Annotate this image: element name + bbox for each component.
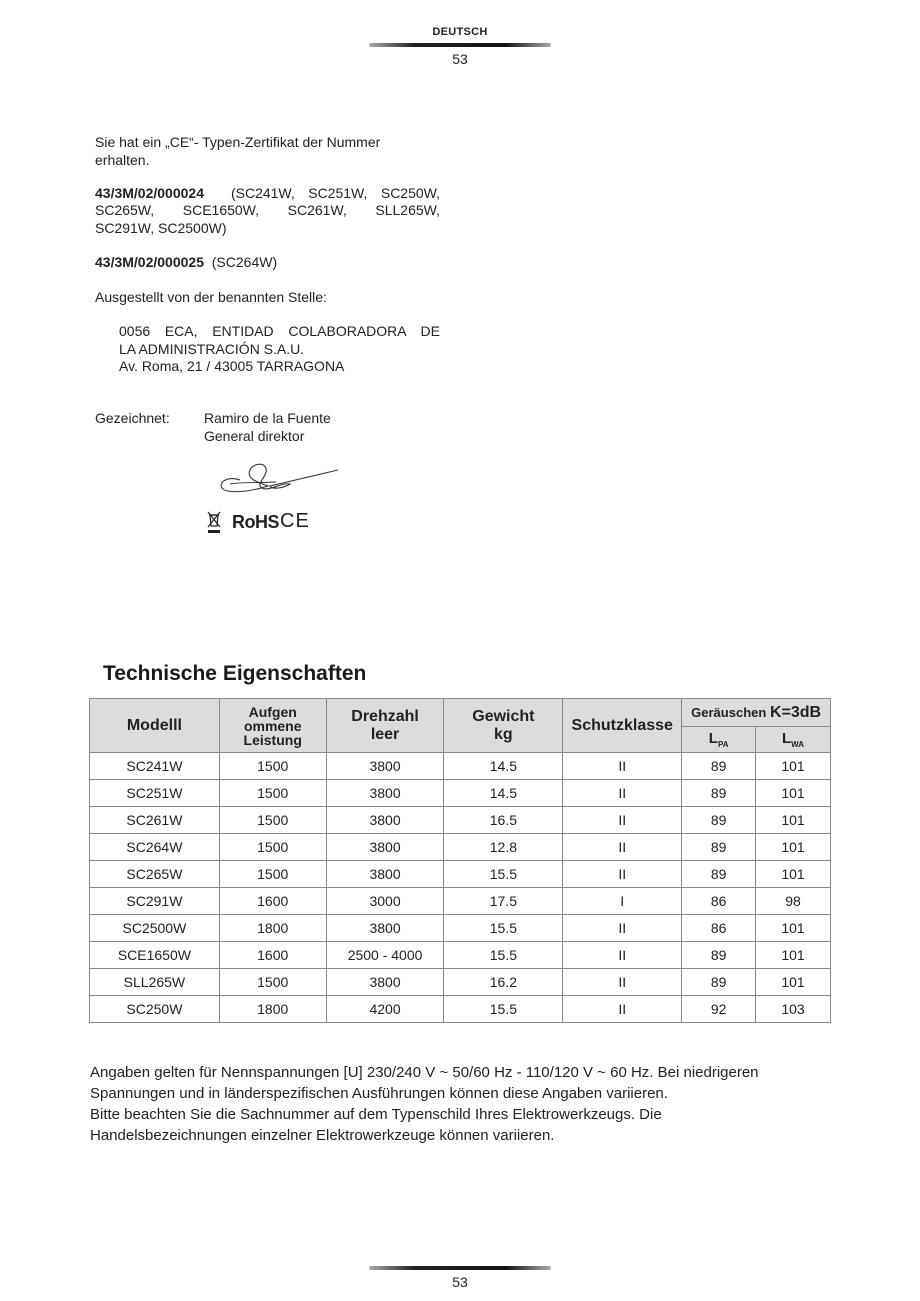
cell-lwa: 103 xyxy=(756,996,831,1023)
cell-speed: 3800 xyxy=(326,807,444,834)
header-lwa xyxy=(756,727,831,753)
cell-model: SC241W xyxy=(90,753,220,780)
cell-power: 1500 xyxy=(219,969,326,996)
cell-protection: II xyxy=(563,915,682,942)
signer-title: General direktor xyxy=(204,428,305,444)
header-speed-l2: leer xyxy=(370,725,400,743)
notes-line1: Angaben gelten für Nennspannungen [U] 230/240 V ~ 50/60 Hz - 110/120 V ~ 60 Hz. Bei niedrigeren xyxy=(90,1064,759,1081)
notified-body-line1: 0056 ECA, ENTIDAD COLABORADORA DE xyxy=(119,323,440,339)
header-model: Modelll xyxy=(90,699,220,753)
header-power xyxy=(219,699,326,753)
rohs-mark: RoHS xyxy=(232,512,279,532)
cell-lpa: 89 xyxy=(682,942,756,969)
signer-name: Ramiro de la Fuente xyxy=(204,410,331,426)
cell-speed: 4200 xyxy=(326,996,444,1023)
header-power-l3: Leistung xyxy=(243,731,302,748)
cell-weight: 16.5 xyxy=(444,807,563,834)
cell-speed: 3800 xyxy=(326,915,444,942)
header-lpa-sub: PA xyxy=(717,740,729,749)
cell-protection: II xyxy=(563,942,682,969)
cell-lwa: 101 xyxy=(756,915,831,942)
cert2-number: 43/3M/02/000025 xyxy=(95,254,204,270)
cell-speed: 3000 xyxy=(326,888,444,915)
cell-weight: 17.5 xyxy=(444,888,563,915)
cell-lpa: 89 xyxy=(682,780,756,807)
cell-power: 1800 xyxy=(219,996,326,1023)
cell-speed: 3800 xyxy=(326,753,444,780)
cert2-line xyxy=(95,254,440,272)
cell-lpa: 89 xyxy=(682,807,756,834)
cell-protection: II xyxy=(563,753,682,780)
table-row xyxy=(90,915,831,942)
cell-weight: 14.5 xyxy=(444,780,563,807)
header-weight-l2: kg xyxy=(494,725,513,743)
language-label: DEUTSCH xyxy=(432,26,488,38)
cell-power: 1600 xyxy=(219,888,326,915)
header-power-l1: Aufgen xyxy=(248,703,297,720)
cell-lwa: 101 xyxy=(756,942,831,969)
cell-protection: II xyxy=(563,861,682,888)
cell-weight: 15.5 xyxy=(444,942,563,969)
table-row xyxy=(90,834,831,861)
cell-model: SLL265W xyxy=(90,969,220,996)
table-row xyxy=(90,780,831,807)
header-noise-k: K=3dB xyxy=(769,703,822,721)
cell-power: 1500 xyxy=(219,861,326,888)
issued-by: Ausgestellt von der benannten Stelle: xyxy=(95,289,327,305)
cell-power: 1500 xyxy=(219,780,326,807)
notes-line3: Bitte beachten Sie die Sachnummer auf dem Typenschild Ihres Elektrowerkzeugs. Die xyxy=(90,1106,662,1123)
cert1-models-b: SC265W, SCE1650W, SC261W, SLL265W, xyxy=(95,202,440,218)
notes-line4: Handelsbezeichnungen einzelner Elektrowerkzeuge können variieren. xyxy=(90,1127,555,1144)
header-weight-l1: Gewicht xyxy=(472,707,535,725)
cell-protection: II xyxy=(563,996,682,1023)
notified-body-line3: Av. Roma, 21 / 43005 TARRAGONA xyxy=(119,358,345,374)
cell-lpa: 89 xyxy=(682,834,756,861)
signature-image xyxy=(210,452,345,500)
cell-model: SC251W xyxy=(90,780,220,807)
ce-mark: CE xyxy=(280,510,310,532)
header-protection: Schutzklasse xyxy=(563,699,682,753)
cell-model: SC2500W xyxy=(90,915,220,942)
weee-bin-icon xyxy=(206,510,222,534)
table-row xyxy=(90,888,831,915)
cell-lwa: 101 xyxy=(756,780,831,807)
certificate-intro: Sie hat ein „CE“- Typen-Zertifikat der Nummer erhalten. xyxy=(95,134,381,168)
cell-lpa: 86 xyxy=(682,888,756,915)
header-noise xyxy=(682,699,831,727)
cert1-models-a: (SC241W, SC251W, SC250W, xyxy=(230,185,440,201)
header-weight xyxy=(444,699,563,753)
cell-model: SC265W xyxy=(90,861,220,888)
header-speed xyxy=(326,699,444,753)
cell-speed: 3800 xyxy=(326,861,444,888)
notified-body-line2: LA ADMINISTRACIÓN S.A.U. xyxy=(119,341,305,357)
cell-lpa: 89 xyxy=(682,861,756,888)
cell-speed: 3800 xyxy=(326,834,444,861)
cert1-number: 43/3M/02/000024 xyxy=(95,185,204,201)
cell-weight: 12.8 xyxy=(444,834,563,861)
cell-speed: 3800 xyxy=(326,969,444,996)
specs-table xyxy=(89,698,831,1023)
cell-lwa: 101 xyxy=(756,834,831,861)
cell-lwa: 101 xyxy=(756,969,831,996)
cert2-models: (SC264W) xyxy=(211,254,278,270)
table-row xyxy=(90,861,831,888)
cell-protection: II xyxy=(563,807,682,834)
signed-label: Gezeichnet: xyxy=(95,410,170,426)
header-lpa xyxy=(682,727,756,753)
cell-protection: II xyxy=(563,969,682,996)
cell-power: 1500 xyxy=(219,834,326,861)
cell-speed: 3800 xyxy=(326,780,444,807)
table-row xyxy=(90,753,831,780)
cell-model: SC264W xyxy=(90,834,220,861)
cell-power: 1600 xyxy=(219,942,326,969)
cell-weight: 15.5 xyxy=(444,861,563,888)
cell-power: 1500 xyxy=(219,753,326,780)
table-row xyxy=(90,807,831,834)
cell-model: SCE1650W xyxy=(90,942,220,969)
cell-model: SC250W xyxy=(90,996,220,1023)
cell-lpa: 89 xyxy=(682,753,756,780)
header-lwa-main: L xyxy=(782,730,792,747)
cell-lpa: 86 xyxy=(682,915,756,942)
cell-lwa: 101 xyxy=(756,807,831,834)
header-power-l2: ommene xyxy=(243,717,302,734)
cell-model: SC261W xyxy=(90,807,220,834)
cell-lpa: 92 xyxy=(682,996,756,1023)
cell-lwa: 98 xyxy=(756,888,831,915)
cert1-line1 xyxy=(95,185,440,203)
cell-speed: 2500 - 4000 xyxy=(326,942,444,969)
footer-divider xyxy=(369,1266,551,1270)
header-lpa-main: L xyxy=(708,730,718,747)
table-row xyxy=(90,996,831,1023)
notes-block xyxy=(90,1062,830,1146)
cell-power: 1500 xyxy=(219,807,326,834)
cell-weight: 15.5 xyxy=(444,996,563,1023)
table-row xyxy=(90,942,831,969)
cell-power: 1800 xyxy=(219,915,326,942)
header-noise-label: Geräuschen xyxy=(691,704,767,720)
header-lwa-sub: WA xyxy=(791,740,805,749)
header-divider xyxy=(369,43,551,47)
cell-weight: 16.2 xyxy=(444,969,563,996)
cell-protection: II xyxy=(563,780,682,807)
footer-page-number: 53 xyxy=(452,1274,468,1290)
cell-model: SC291W xyxy=(90,888,220,915)
header-page-number: 53 xyxy=(452,51,468,67)
cell-protection: II xyxy=(563,834,682,861)
cell-weight: 15.5 xyxy=(444,915,563,942)
cell-weight: 14.5 xyxy=(444,753,563,780)
cell-lpa: 89 xyxy=(682,969,756,996)
specs-title: Technische Eigenschaften xyxy=(103,662,367,685)
cell-protection: I xyxy=(563,888,682,915)
cell-lwa: 101 xyxy=(756,753,831,780)
cell-lwa: 101 xyxy=(756,861,831,888)
cert1-models-c: SC291W, SC2500W) xyxy=(95,220,227,236)
header-speed-l1: Drehzahl xyxy=(351,707,419,725)
table-row xyxy=(90,969,831,996)
notes-line2: Spannungen und in länderspezifischen Ausführungen können diese Angaben variieren. xyxy=(90,1085,668,1102)
